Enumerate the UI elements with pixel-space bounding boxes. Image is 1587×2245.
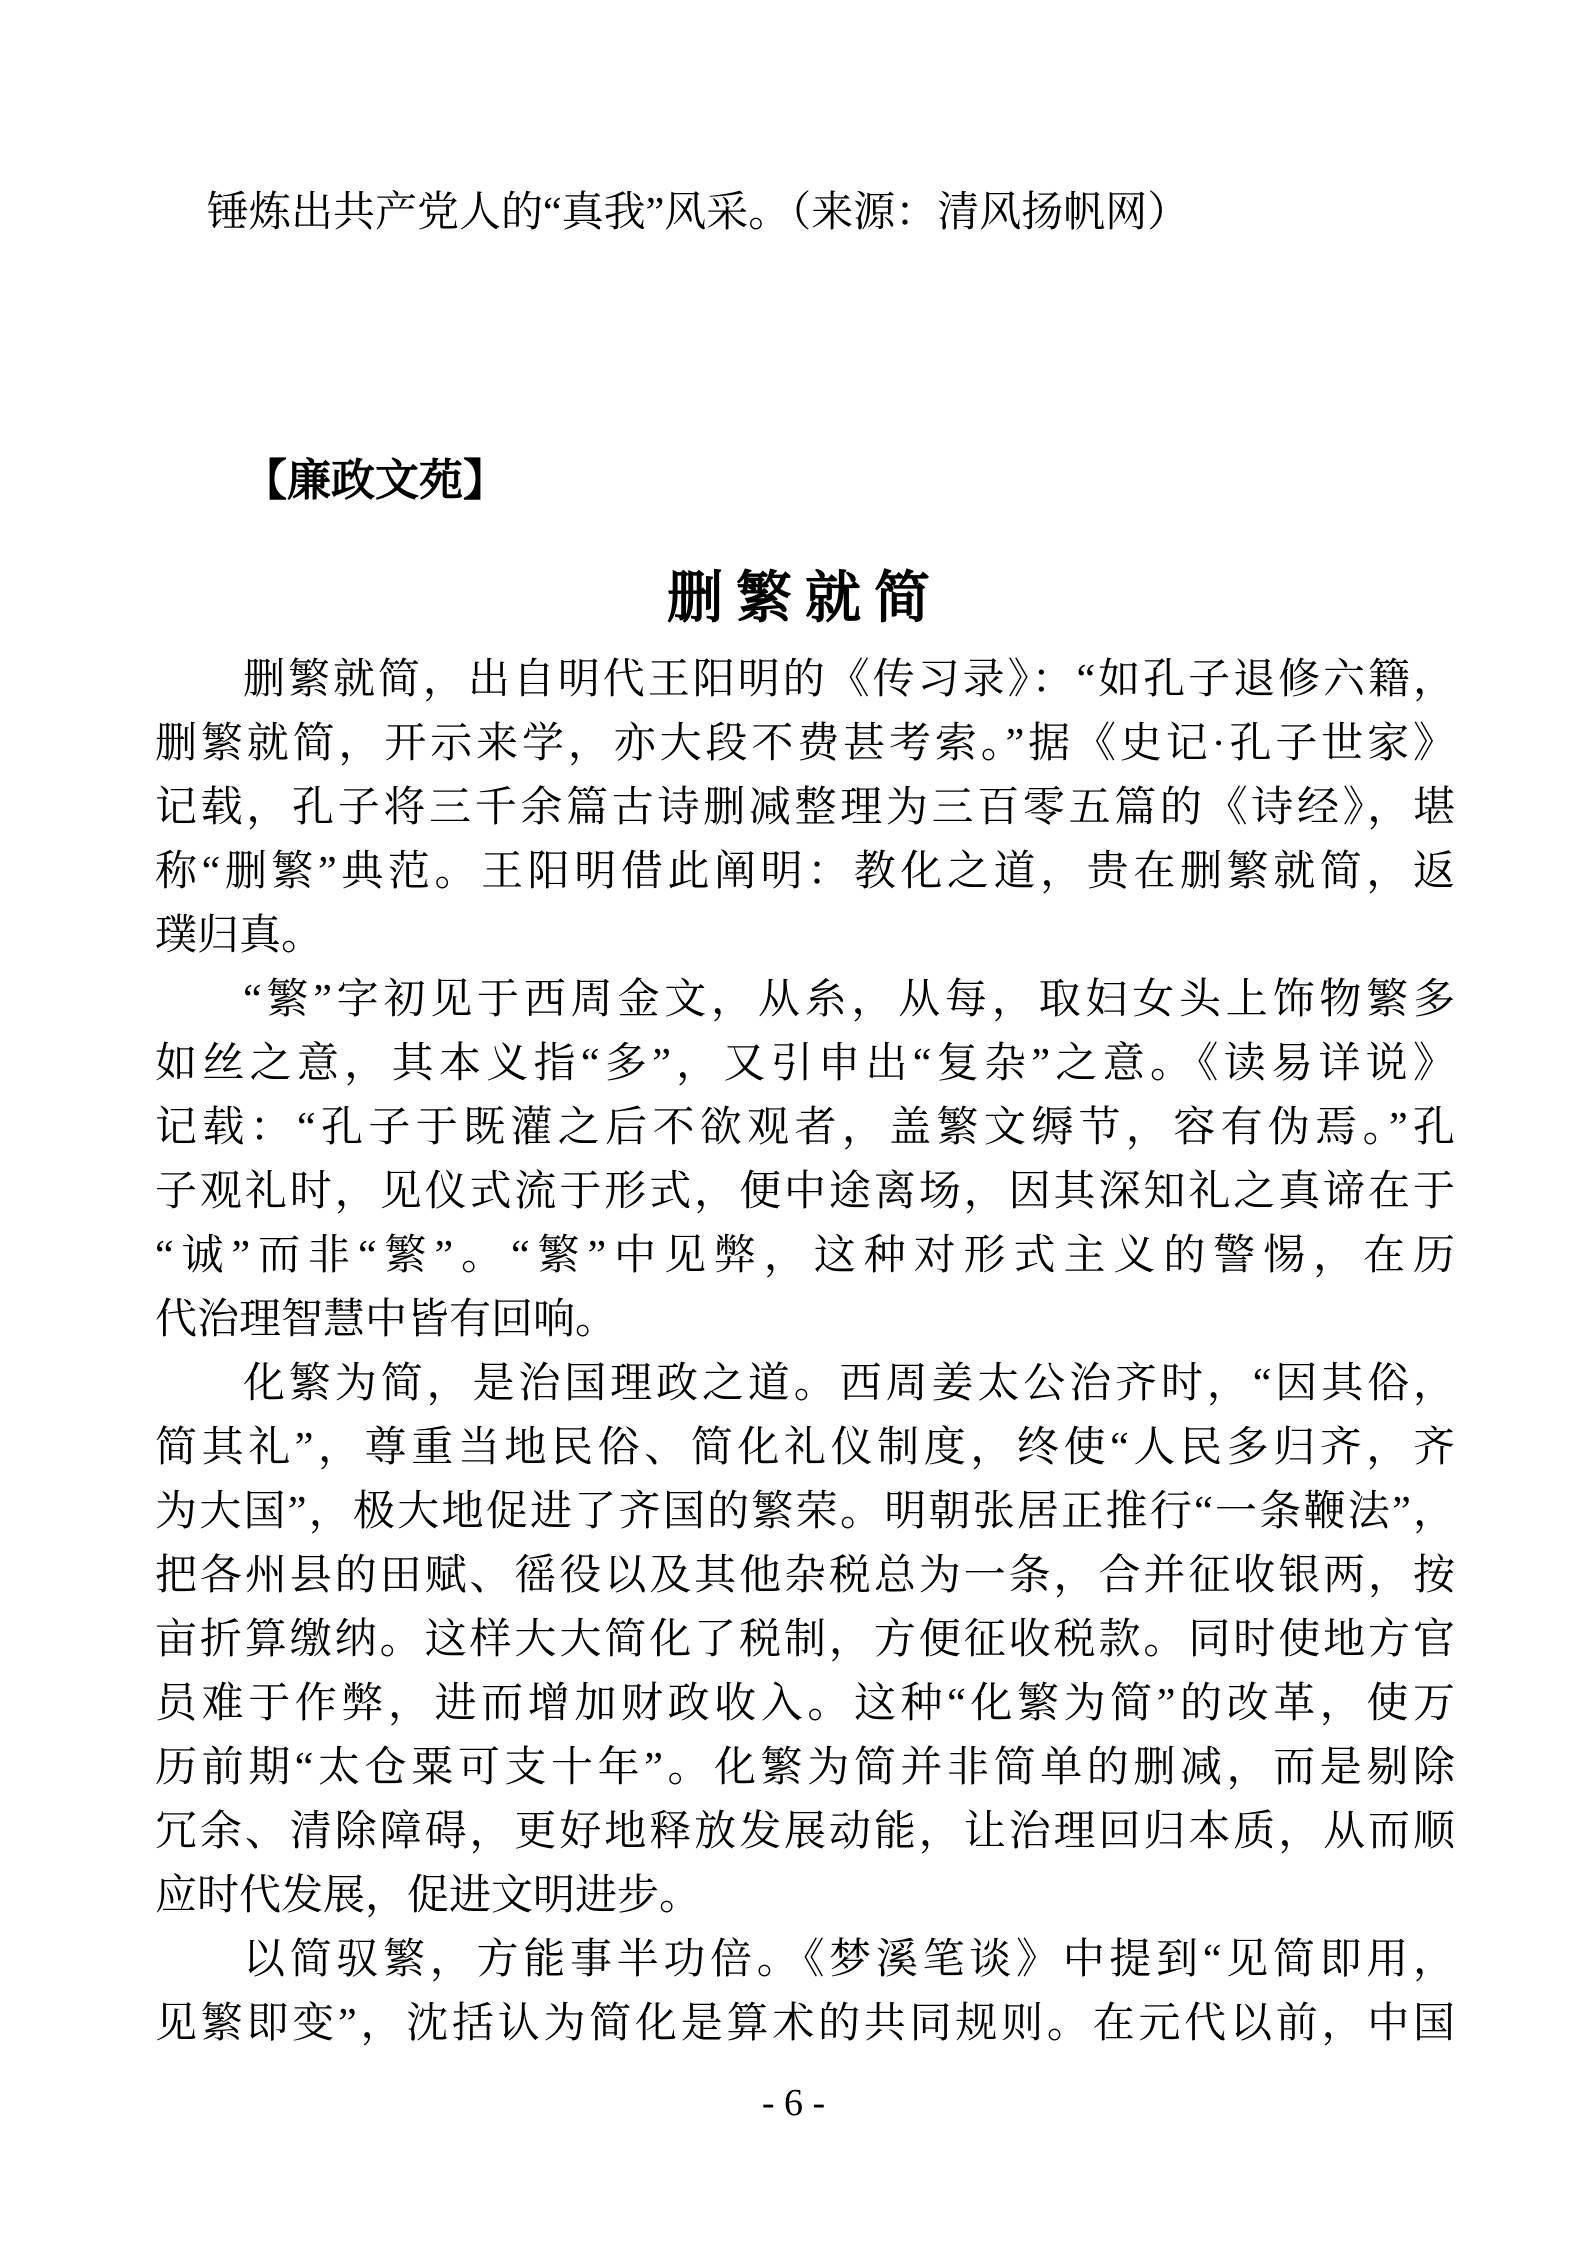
body-line: 记载，孔子将三千余篇古诗删减整理为三百零五篇的《诗经》，堪	[155, 785, 1455, 831]
body-line: 删繁就简，开示来学，亦大段不费甚考索。”据《史记·孔子世家》	[155, 721, 1455, 767]
body-line: 简其礼”，尊重当地民俗、简化礼仪制度，终使“人民多归齐，齐	[155, 1425, 1455, 1471]
section-header: 【廉政文苑】	[243, 456, 507, 505]
body-line: 化繁为简，是治国理政之道。西周姜太公治齐时，“因其俗，	[243, 1361, 1455, 1407]
body-line: 历前期“太仓粟可支十年”。化繁为简并非简单的删减，而是剔除	[155, 1745, 1455, 1791]
body-line: 称“删繁”典范。王阳明借此阐明：教化之道，贵在删繁就简，返	[155, 849, 1455, 895]
body-line: 冗余、清除障碍，更好地释放发展动能，让治理回归本质，从而顺	[155, 1809, 1455, 1855]
body-line: 以简驭繁，方能事半功倍。《梦溪笔谈》中提到“见简即用，	[243, 1937, 1455, 1983]
article-body	[155, 648, 1455, 2056]
body-line: 删繁就简，出自明代王阳明的《传习录》：“如孔子退修六籍，	[243, 657, 1455, 703]
body-line: 为大国”，极大地促进了齐国的繁荣。明朝张居正推行“一条鞭法”，	[155, 1489, 1455, 1535]
body-line: 把各州县的田赋、徭役以及其他杂税总为一条，合并征收银两，按	[155, 1553, 1455, 1599]
continuation-paragraph-line: 锤炼出共产党人的“真我”风采。（来源：清风扬帆网）	[207, 190, 1190, 236]
body-line: 记载：“孔子于既灌之后不欲观者，盖繁文缛节，容有伪焉。”孔	[155, 1105, 1455, 1151]
body-line: 如丝之意，其本义指“多”，又引申出“复杂”之意。《读易详说》	[155, 1041, 1455, 1087]
body-line: 璞归真。	[155, 913, 324, 959]
page-number: - 6 -	[761, 2082, 826, 2124]
body-line: 亩折算缴纳。这样大大简化了税制，方便征收税款。同时使地方官	[155, 1617, 1455, 1663]
body-line: 代治理智慧中皆有回响。	[155, 1297, 618, 1343]
article-title: 删繁就简	[667, 568, 943, 630]
body-line: 应时代发展，促进文明进步。	[155, 1873, 702, 1919]
body-line: 见繁即变”，沈括认为简化是算术的共同规则。在元代以前，中国	[155, 2001, 1455, 2047]
body-line: “繁”字初见于西周金文，从糸，从每，取妇女头上饰物繁多	[243, 977, 1455, 1023]
body-line: 员难于作弊，进而增加财政收入。这种“化繁为简”的改革，使万	[155, 1681, 1455, 1727]
body-line: “诚”而非“繁”。“繁”中见弊，这种对形式主义的警惕，在历	[155, 1233, 1455, 1279]
body-line: 子观礼时，见仪式流于形式，便中途离场，因其深知礼之真谛在于	[155, 1169, 1455, 1215]
